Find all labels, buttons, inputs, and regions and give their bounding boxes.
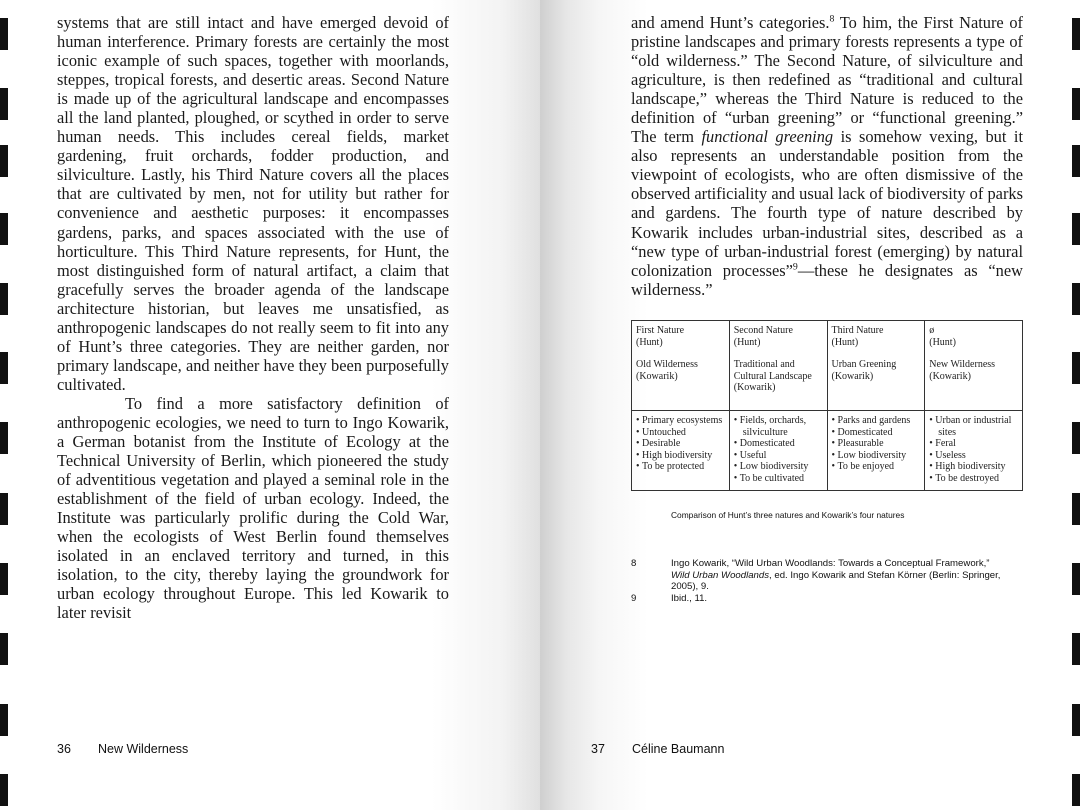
footnote-number: 8 [631,558,637,569]
footnote-number: 9 [631,592,637,604]
trait-list [734,415,823,485]
list-item: • High biodiversity [636,450,725,462]
list-item: • Pleasurable [832,438,921,450]
trait-list [636,415,725,473]
table-cell [925,411,1023,491]
edge-mark [1072,88,1080,120]
paragraph: To find a more satisfactory definition of anthropogenic ecologies, we need to turn to Ingo Kowarik, a German botanist from the Institute of Ecology at the Technical University of Berlin, which pioneered the study of adventitious vegetation and played a seminal role in the establishment of the field of urban ecology. Indeed, the Institute was particularly prolific during the Cold War, when the ecologists of West Berlin found themselves isolated in an enclaved territory and turned, in this isolation, to the city, thereby laying the groundwork for urban ecology throughout Europe. This led Kowarik to later revisit [57,393,449,623]
list-item: • To be cultivated [734,473,823,485]
footnote-text [671,593,707,604]
paragraph: systems that are still intact and have emerged devoid of human interference. Primary forests are certainly the most iconic example of such spaces, together with moorlands, steppes, tropical forests, and desertic areas. Second Nature is made up of the agricultural landscape and encompasses all the land planted, ploughed, or scythed in order to serve human needs. This includes cereal fields, market gardening, fruit orchards, fodder production, and silviculture. Lastly, his Third Nature covers all the places that are cultivated by men, not for utility but rather for convenience and aesthetic purposes: it encompasses gardens, parks, and spaces associated with the use of horticulture. This Third Nature represents, for Hunt, the most distinguished form of natural artifact, a claim that gracefully serves the broader agenda of the landscape architecture historian, but leaves me unsatisfied, as anthropogenic landscapes do not really seem to fit into any of Hunt’s three categories. They are neither garden, nor primary landscape, and neither have they been purposefully cultivated. [57,13,449,394]
footnotes [631,558,1001,604]
list-item: • To be destroyed [929,473,1018,485]
list-item: • Primary ecosystems [636,415,725,427]
edge-mark [1072,563,1080,595]
edge-mark [0,18,8,50]
list-item: • Desirable [636,438,725,450]
edge-mark [0,704,8,736]
hunt-label: Third Nature [831,325,884,336]
kowarik-label: Urban Greening [831,359,897,371]
kowarik-label: (Kowarik) [929,370,971,382]
kowarik-label: (Kowarik) [636,370,678,382]
edge-mark [1072,633,1080,665]
text-run: Ibid., 11. [671,592,708,604]
kowarik-label: Traditional and [733,359,795,371]
text-run: —these he designates as “new wilderness.” [631,260,1023,299]
table-caption: Comparison of Hunt’s three natures and Kowarik’s four natures [671,510,905,520]
list-item: • Feral [929,438,1018,450]
hunt-source: (Hunt) [929,336,956,348]
right-body-text [631,13,1023,299]
list-item: • Domesticated [734,438,823,450]
table-header-cell [632,321,730,411]
running-title: Céline Baumann [632,742,725,756]
hunt-label: Second Nature [733,325,793,336]
italic-title: Wild Urban Woodlands [671,569,770,581]
list-item: • High biodiversity [929,461,1018,473]
paragraph [631,13,1023,299]
list-item: • To be protected [636,461,725,473]
page-number: 37 [591,742,605,756]
edge-mark [1072,283,1080,315]
footnote-text [671,558,1000,592]
list-item: • Untouched [636,427,725,439]
kowarik-label: New Wilderness [929,359,996,371]
kowarik-label: (Kowarik) [733,382,776,394]
footnote-ref[interactable]: 8 [829,13,835,25]
footnote [631,593,1001,605]
list-item: • Low biodiversity [734,461,823,473]
list-item: • Urban or industrial sites [929,415,1018,438]
table-row [632,411,1023,491]
edge-mark [0,422,8,454]
footnote [631,558,1001,593]
table-cell [632,411,730,491]
edge-mark [1072,774,1080,806]
text-run: is somehow vexing, but it also represents an understandable position from the viewpoint of ecologists, who are often dismissive of the observed artificiality and usual lack of biodiversity of parks and gardens. The fourth type of nature described by Kowarik includes urban-industrial sites, described as a “new type of urban-industrial forest (emerging) by natural colonization processes” [631,127,1023,280]
edge-mark [0,283,8,315]
edge-mark [0,633,8,665]
edge-mark [0,213,8,245]
running-title: New Wilderness [98,742,189,756]
edge-mark [0,563,8,595]
italic-term: functional greening [701,127,834,147]
edge-mark [0,493,8,525]
text-run: , ed. Ingo Kowarik and Stefan Körner (Berlin: Springer, 2005), 9. [671,569,1001,593]
table-cell [827,411,925,491]
text-run: Ingo Kowarik, “Wild Urban Woodlands: Towards a Conceptual Framework,” [671,558,990,569]
edge-mark [1072,18,1080,50]
footnote-ref[interactable]: 9 [792,261,798,273]
hunt-source: (Hunt) [636,336,663,348]
hunt-label: ø [929,325,935,336]
list-item: • Low biodiversity [832,450,921,462]
edge-mark [1072,704,1080,736]
edge-mark [1072,145,1080,177]
edge-mark [1072,422,1080,454]
hunt-source: (Hunt) [733,336,761,348]
kowarik-label: Cultural Landscape [733,370,812,382]
edge-mark [0,352,8,384]
hunt-source: (Hunt) [831,336,859,348]
list-item: • Fields, orchards, silviculture [734,415,823,438]
page-number: 36 [57,742,71,756]
table-header-cell [827,321,925,411]
trait-list [929,415,1018,485]
text-run: and amend Hunt’s categories. [631,13,830,32]
list-item: • Useful [734,450,823,462]
list-item: • Parks and gardens [832,415,921,427]
table-header-cell [925,321,1023,411]
edge-mark [0,774,8,806]
edge-mark [0,145,8,177]
edge-mark [1072,213,1080,245]
table-header-row [632,321,1023,411]
kowarik-label: (Kowarik) [831,370,874,382]
text-run: To him, the First Nature of pristine landscapes and primary forests represents a type of “old wilderness.” The Second Nature, of silviculture and agriculture, is then redefined as “traditional and cultural landscape,” whereas the Third Nature is reduced to the definition of “urban greening” or “functional greening.” The term [631,13,1023,147]
hunt-label: First Nature [636,325,685,336]
list-item: • Domesticated [832,427,921,439]
nature-comparison-table [631,320,1023,491]
edge-mark [1072,493,1080,525]
table-header-cell [729,321,827,411]
kowarik-label: Old Wilderness [636,359,698,371]
left-body-text [57,13,449,623]
list-item: • Useless [929,450,1018,462]
edge-mark [1072,352,1080,384]
trait-list [832,415,921,473]
edge-mark [0,88,8,120]
list-item: • To be enjoyed [832,461,921,473]
table-cell [729,411,827,491]
